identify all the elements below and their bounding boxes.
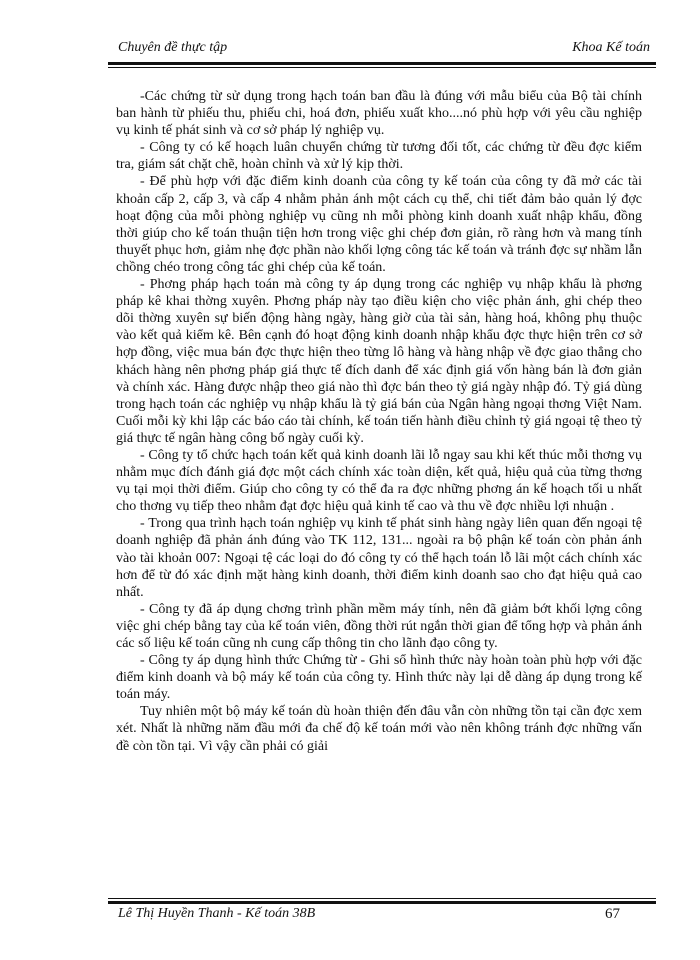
header-title: Chuyên đề thực tập [118, 40, 228, 55]
paragraph: - Công ty đã áp dụng chơng trình phần mềm máy tính, nên đã giảm bớt khối lợng công việc ghi chép bằng tay của kế toán viên, đồng thời rút ngắn thời gian để tổng hợp và phản ánh các số liệu kế toán cũng nh cung cấp thông tin cho lãnh đạo công ty. [116, 601, 642, 651]
paragraph: - Công ty tổ chức hạch toán kết quả kinh doanh lãi lỗ ngay sau khi kết thúc mỗi thơng vụ nhằm mục đích đánh giá đợc một cách chính xác toàn diện, kết quả, hiệu quả của từng thơng vụ tại mọi thời điểm. Giúp cho công ty có thể đa ra đợc những phơng án kế hoạch tối u nhất cho thơng vụ tiếp theo nhằm đạt đợc hiệu quả kinh tế cao và thu về đợc nhiều lợi nhuận . [116, 447, 642, 515]
paragraph: - Công ty có kế hoạch luân chuyển chứng từ tương đối tốt, các chứng từ đều đợc kiểm tra, giám sát chặt chẽ, hoàn chỉnh và xử lý kịp thời. [116, 140, 642, 173]
page-footer [108, 906, 656, 928]
paragraph: - Công ty áp dụng hình thức Chứng từ - Ghi sổ hình thức này hoàn toàn phù hợp với đặc điểm kinh doanh và bộ máy kế toán của công ty. Hình thức này lại dễ dàng áp dụng trong kế toán máy. [116, 653, 642, 703]
paragraph: - Để phù hợp với đặc điểm kinh doanh của công ty kế toán của công ty đã mở các tài khoản cấp 2, cấp 3, và cấp 4 nhằm phản ánh một cách cụ thể, chi tiết đảm bảo quản lý đợc hoạt động của mỗi phòng nghiệp vụ cũng nh mỗi phòng kinh doanh xuất nhập khẩu, đồng thời giúp cho kế toán thuận tiện hơn trong việc ghi chép đơn giản, rõ ràng hơn và mang tính thuyết phục hơn, giảm nhẹ đợc phần nào khối lợng công tác kế toán và tránh đợc sự nhầm lẫn chồng chéo trong công tác ghi chép của kế toán. [116, 174, 642, 275]
body-text [116, 88, 642, 755]
paragraph: -Các chứng từ sử dụng trong hạch toán ban đầu là đúng với mẫu biểu của Bộ tài chính ban hành từ phiếu thu, phiếu chi, hoá đơn, phiếu xuất kho....nó phù hợp với yêu cầu nghiệp vụ kinh tế phát sinh và cơ sở pháp lý nghiệp vụ. [116, 89, 642, 139]
page-header [108, 38, 654, 62]
footer-rule-thick [108, 901, 656, 904]
footer-author: Lê Thị Huyền Thanh - Kế toán 38B [118, 906, 316, 921]
paragraph: Tuy nhiên một bộ máy kế toán dù hoàn thiện đến đâu vẫn còn những tồn tại cần đợc xem xét. Nhất là những năm đầu mới đa chế độ kế toán mới vào nên không tránh đợc những vấn đề còn tồn tại. Vì vậy cần phải có giải [116, 704, 642, 754]
header-rule-thick [108, 62, 656, 65]
header-rule-thin [108, 67, 656, 68]
footer-rule-thin [108, 898, 656, 899]
paragraph: - Phơng pháp hạch toán mà công ty áp dụng trong các nghiệp vụ nhập khẩu là phơng pháp kê khai thờng xuyên. Phơng pháp này tạo điều kiện cho việc phản ánh, ghi chép theo dõi thờng xuyên sự biến động hàng ngày, hàng giờ của tài sản, hàng hoá, không phụ thuộc vào kết quả kiểm kê. Bên cạnh đó hoạt động kinh doanh nhập khẩu đợc thực hiện trên cơ sở hợp đồng, việc mua bán đợc thực hiện theo từng lô hàng và hàng nhập về đợc giao thẳng cho khách hàng nên phơng pháp giá thực tế đích danh để xác định giá vốn hàng bán là đơn giản và chính xác. Hàng được nhập theo giá nào thì đợc bán theo tỷ giá ngày nhập đó. Tỷ giá dùng trong hạch toán các nghiệp vụ nhập khẩu là tỷ giá bán của Ngân hàng ngoại thơng Việt Nam. Cuối mỗi kỳ khi lập các báo cáo tài chính, kế toán tiến hành điều chỉnh tỷ giá ngoại tệ theo tỷ giá thực tế ngân hàng công bố ngày cuối kỳ. [116, 277, 642, 446]
header-department: Khoa Kế toán [572, 40, 650, 55]
paragraph: - Trong qua trình hạch toán nghiệp vụ kinh tế phát sinh hàng ngày liên quan đến ngoại tệ doanh nghiệp đã phản ánh đúng vào TK 112, 131... ngoài ra bộ phận kế toán còn phản ánh vào tài khoản 007: Ngoại tệ các loại do đó công ty có thể hạch toán lỗ lãi một cách chính xác hơn để từ đó xác định mặt hàng kinh doanh, thời điểm kinh doanh sao cho đạt hiệu quả cao nhất. [116, 516, 642, 600]
page-number: 67 [605, 906, 620, 922]
